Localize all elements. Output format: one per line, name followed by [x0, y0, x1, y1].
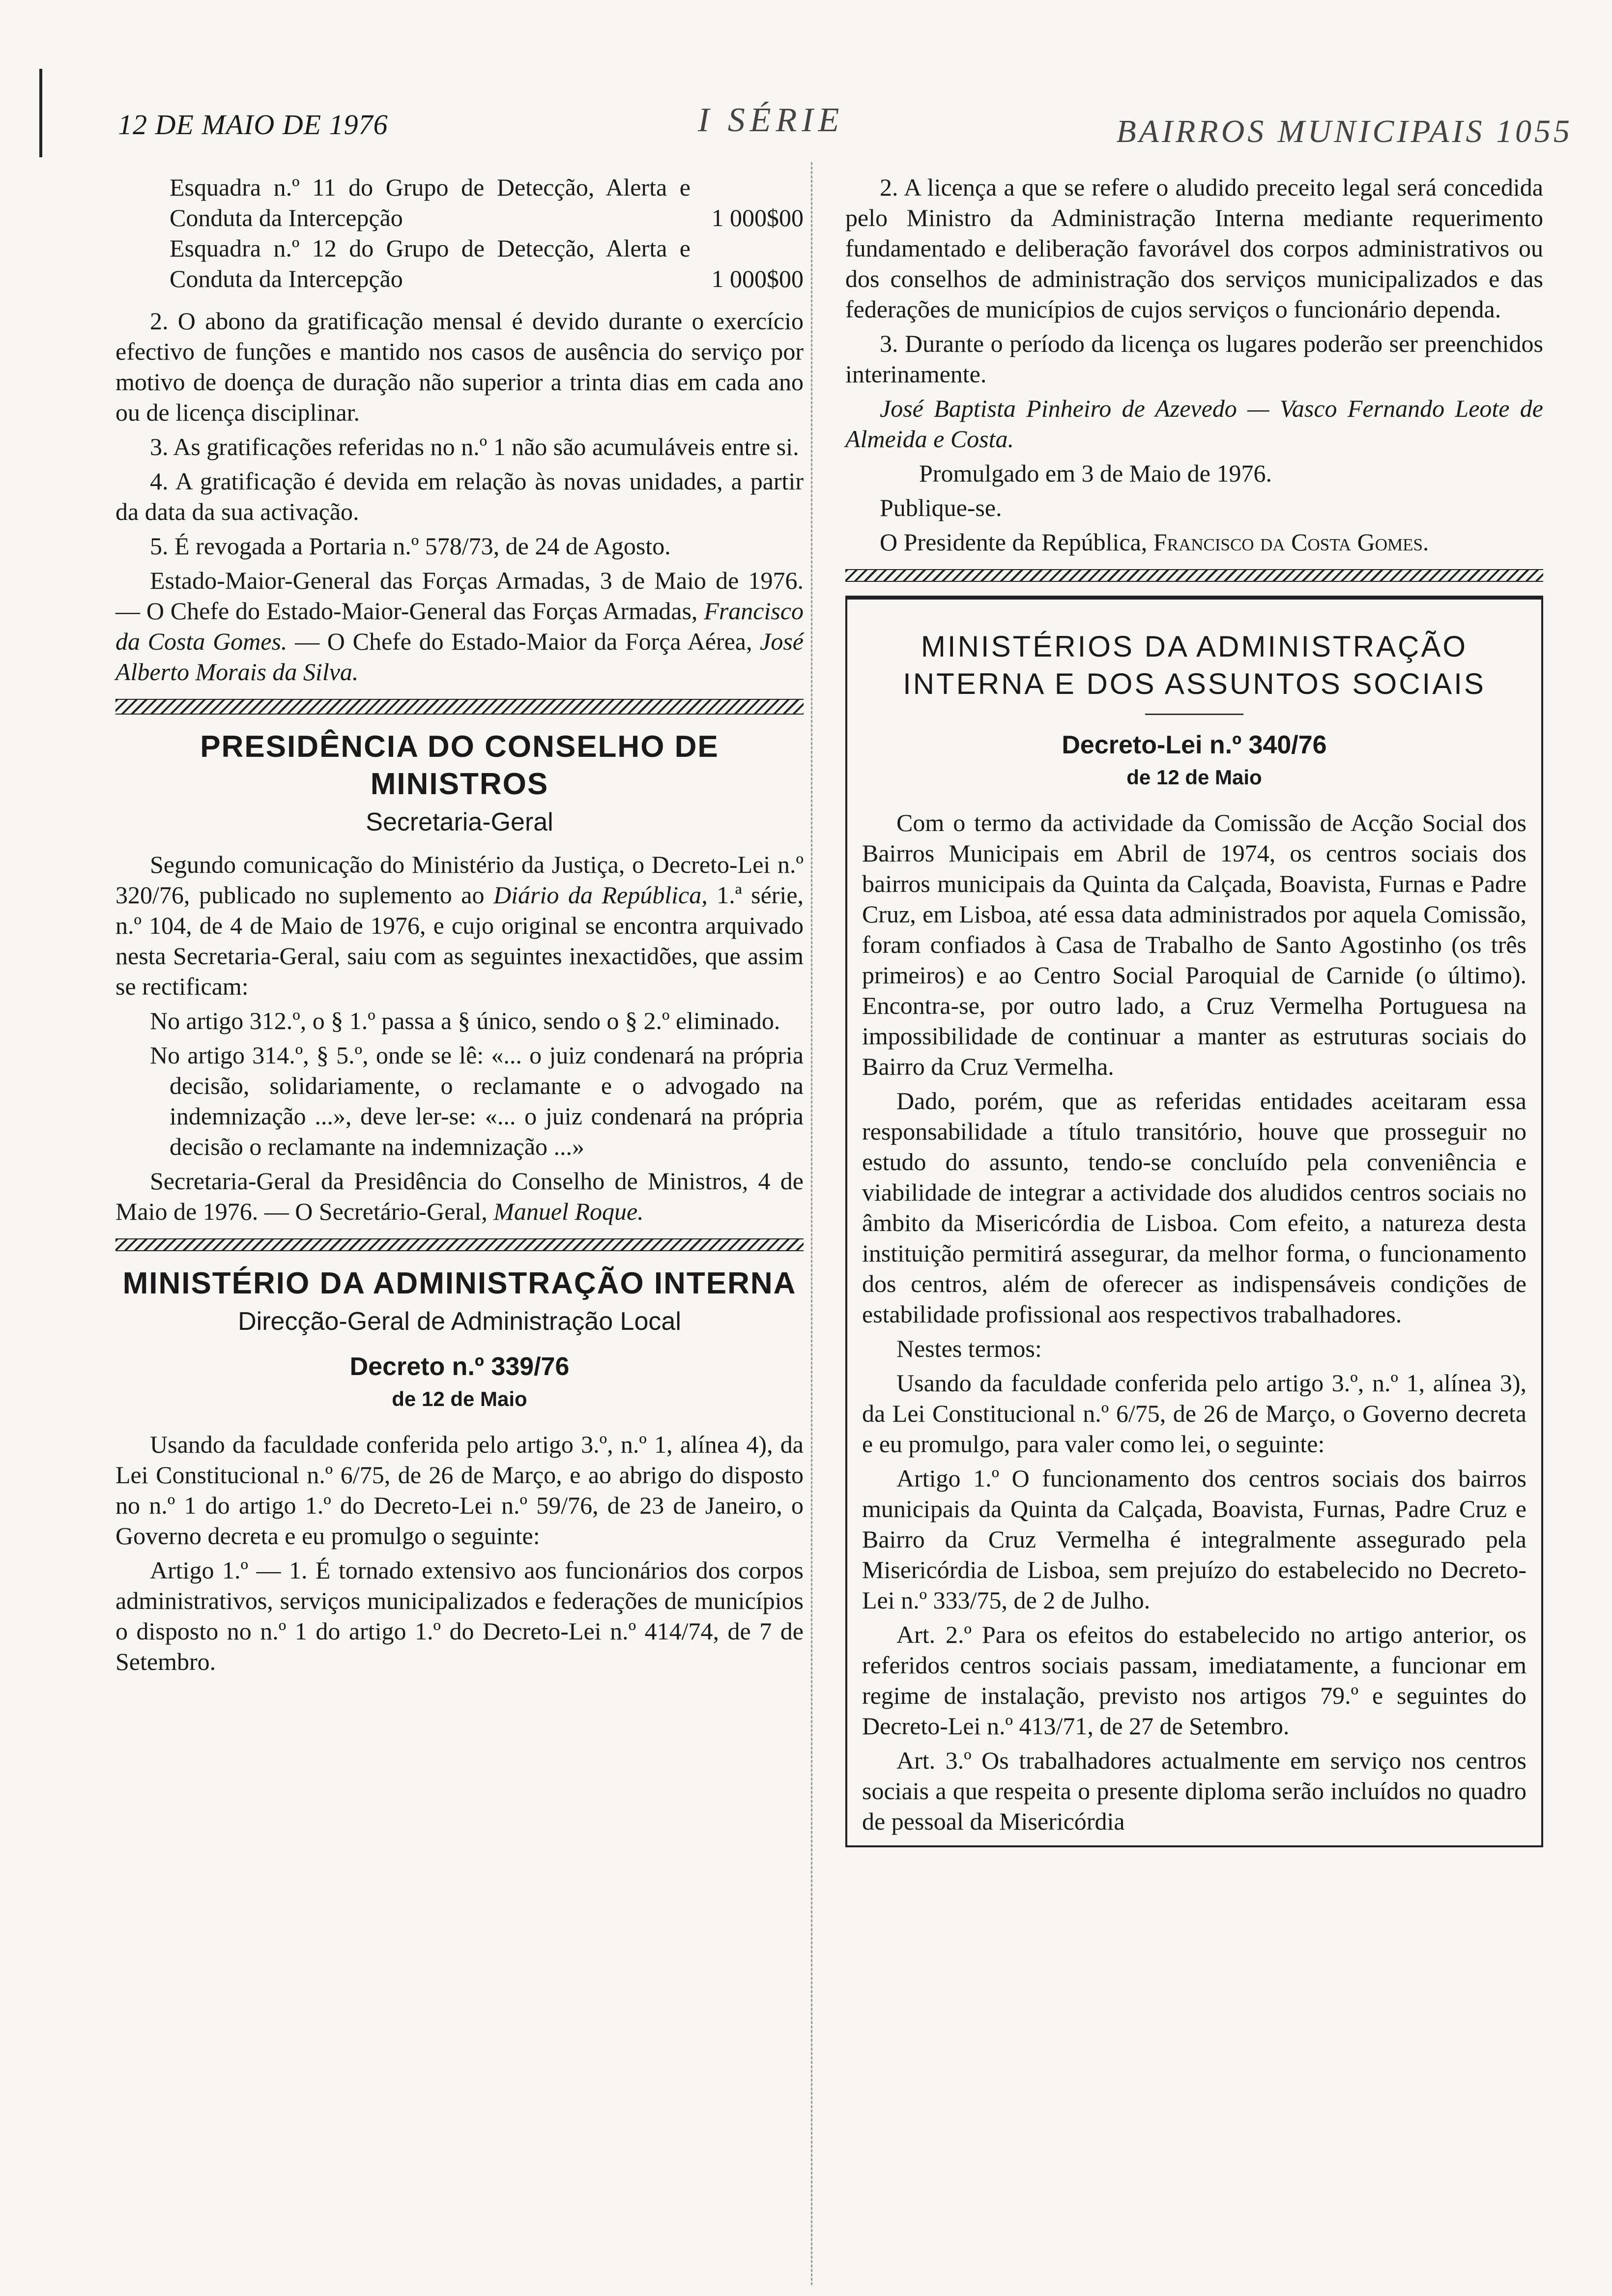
article: Artigo 1.º — 1. É tornado extensivo aos funcionários dos corpos administrativos, serviços municipalizados e federações de municípios o disposto no n.º 1 do artigo 1.º do Decreto-Lei n.º 414/74, de 7 de Setembro. — [115, 1556, 804, 1675]
paragraph: Dado, porém, que as referidas entidades aceitaram essa responsabilidade a título transitório, houve que prosseguir no estudo do assunto, tendo-se concluído pela conveniência e viabilidade de integrar a actividade dos aludidos centros sociais no âmbito da Misericórdia de Lisboa. Com efeito, a natureza desta instituição permitirá assegurar, da melhor forma, o funcionamento dos centros, além de oferecer as indispensáveis condições de estabilidade profissional aos respectivos trabalhadores. — [862, 1087, 1526, 1328]
rectification-item: No artigo 312.º, o § 1.º passa a § único, sendo o § 2.º eliminado. — [150, 1007, 780, 1034]
margin-mark — [39, 69, 49, 157]
rectification-item: No artigo 314.º, § 5.º, onde se lê: «... o juiz condenará na própria decisão, solidariamente, o reclamante e o advogado na indemnização ...», deve ler-se: «... o juiz condenará na própria decisão o reclamante na indemnização ...» — [150, 1041, 804, 1160]
table-row — [170, 233, 804, 294]
table-cell-unit: Esquadra n.º 12 do Grupo de Detecção, Alerta e Conduta da Intercepção — [170, 234, 691, 292]
paragraph-text: 1.ª série, n.º 104, de 4 de Maio de 1976, e cujo original se encontra arquivado nesta Secretaria-Geral, saiu com as seguintes inexactidões, que assim se rectificam: — [115, 881, 804, 1000]
paragraph: 2. A licença a que se refere o aludido preceito legal será concedida pelo Ministro da Administração Interna mediante requerimento fundamentado e deliberação favorável dos corpos administrativos ou dos conselhos de administração dos serviços municipalizados e das federações de municípios de cujos serviços o funcionário dependa. — [845, 173, 1543, 323]
handwritten-note: BAIRROS MUNICIPAIS 1055 — [1116, 114, 1573, 149]
closing-text: — O Chefe do Estado-Maior da Força Aérea, — [295, 628, 752, 655]
article: Art. 2.º Para os efeitos do estabelecido no artigo anterior, os referidos centros sociais passam, imediatamente, a funcionar em regime de instalação, previsto nos artigos 79.º e seguintes do Decreto-Lei n.º 413/71, de 27 de Setembro. — [862, 1621, 1526, 1740]
right-column — [845, 172, 1543, 1847]
table-row — [170, 172, 804, 233]
paragraph: 2. O abono da gratificação mensal é devido durante o exercício efectivo de funções e mantido nos casos de ausência do serviço por motivo de doença de duração não superior a trinta dias em cada ano ou de licença disciplinar. — [115, 307, 804, 426]
section-subheading: Secretaria-Geral — [366, 808, 553, 836]
article: Artigo 1.º O funcionamento dos centros sociais dos bairros municipais da Quinta da Calçada, Boavista, Furnas, Padre Cruz e Bairro da Cruz Vermelha é integralmente assegurado pela Misericórdia de Lisboa, sem prejuízo do estabelecido no Decreto-Lei n.º 333/75, de 2 de Julho. — [862, 1464, 1526, 1614]
ministry-heading: MINISTÉRIO DA ADMINISTRAÇÃO INTERNA — [122, 1266, 797, 1300]
paragraph: Usando da faculdade conferida pelo artigo 3.º, n.º 1, alínea 3), da Lei Constitucional n.º 6/75, de 26 de Março, o Governo decreta e eu promulgo, para valer como lei, o seguinte: — [862, 1369, 1526, 1458]
signatory-name: José Alberto Morais da Silva. — [115, 628, 804, 686]
column-divider — [811, 162, 812, 2285]
table-cell-value: 1 000$00 — [711, 265, 804, 292]
header-date: 12 DE MAIO DE 1976 — [118, 109, 388, 141]
paragraph: Com o termo da actividade da Comissão de Acção Social dos Bairros Municipais em Abril de 1974, os centros sociais dos bairros municipais da Quinta da Calçada, Boavista, Furnas e Padre Cruz, em Lisboa, até essa data administrados por aquela Comissão, foram confiados à Casa de Trabalho de Santo Agostinho (os três primeiros) e ao Centro Social Paroquial de Carnide (o último). Encontra-se, por outro lado, a Cruz Vermelha Portuguesa na impossibilidade de continuar a manter as estruturas sociais do Bairro da Cruz Vermelha. — [862, 809, 1526, 1080]
divider — [1145, 714, 1243, 715]
paragraph: 3. Durante o período da licença os lugares poderão ser preenchidos interinamente. — [845, 330, 1543, 388]
decree-date: de 12 de Maio — [1126, 766, 1262, 789]
signatories: José Baptista Pinheiro de Azevedo — Vasco Fernando Leote de Almeida e Costa. — [845, 395, 1543, 453]
president-signature — [845, 527, 1543, 557]
paragraph: Nestes termos: — [896, 1335, 1042, 1362]
ornamental-rule — [115, 699, 804, 715]
decree-title: Decreto-Lei n.º 340/76 — [1062, 731, 1327, 759]
promulgation: Promulgado em 3 de Maio de 1976. — [919, 459, 1272, 487]
paragraph: 3. As gratificações referidas no n.º 1 não são acumuláveis entre si. — [150, 433, 799, 460]
table-cell-unit: Esquadra n.º 11 do Grupo de Detecção, Alerta e Conduta da Intercepção — [170, 173, 691, 231]
closing-signature — [115, 1166, 804, 1227]
closing-text: O Presidente da República, — [880, 528, 1148, 556]
article: Art. 3.º Os trabalhadores actualmente em serviço nos centros sociais a que respeita o presente diploma serão incluídos no quadro de pessoal da Misericórdia — [862, 1747, 1526, 1835]
paragraph — [115, 849, 804, 1002]
paragraph-text: Segundo comunicação do Ministério da Justiça, o Decreto-Lei n.º 320/76, publicado no suplemento ao — [115, 851, 804, 909]
section-subheading: Direcção-Geral de Administração Local — [238, 1307, 681, 1336]
journal-name: Diário da República, — [493, 881, 708, 909]
ministry-heading: PRESIDÊNCIA DO CONSELHO DE MINISTROS — [200, 730, 719, 801]
ornamental-rule — [115, 1238, 804, 1251]
header-serie: I SÉRIE — [698, 101, 844, 139]
left-column — [115, 172, 804, 1681]
closing-signature — [115, 565, 804, 687]
decree-title: Decreto n.º 339/76 — [349, 1352, 570, 1381]
paragraph: 5. É revogada a Portaria n.º 578/73, de 24 de Agosto. — [150, 532, 671, 560]
paragraph: 4. A gratificação é devida em relação às novas unidades, a partir da data da sua activação. — [115, 467, 804, 525]
ornamental-rule — [845, 569, 1543, 582]
page-header — [118, 98, 1573, 157]
paragraph: Usando da faculdade conferida pelo artigo 3.º, n.º 1, alínea 4), da Lei Constitucional n.º 6/75, de 26 de Março, e ao abrigo do disposto no n.º 1 do artigo 1.º do Decreto-Lei n.º 59/76, de 23 de Janeiro, o Governo decreta e eu promulgo o seguinte: — [115, 1431, 804, 1550]
gratification-table — [115, 172, 804, 294]
signatory-name: Manuel Roque. — [493, 1198, 644, 1225]
table-cell-value: 1 000$00 — [711, 204, 804, 231]
ministry-heading: MINISTÉRIOS DA ADMINISTRAÇÃO INTERNA E DOS ASSUNTOS SOCIAIS — [903, 630, 1486, 700]
decree-box — [845, 596, 1543, 1847]
signatory-name: Francisco da Costa Gomes. — [1153, 528, 1429, 556]
closing-text: Estado-Maior-General das Forças Armadas, 3 de Maio de 1976. — O Chefe do Estado-Maior-General das Forças Armadas, — [115, 567, 804, 625]
closing-text: Secretaria-Geral da Presidência do Conselho de Ministros, 4 de Maio de 1976. — O Secretário-Geral, — [115, 1167, 804, 1225]
decree-date: de 12 de Maio — [392, 1387, 527, 1410]
publication-order: Publique-se. — [880, 494, 1002, 521]
signatory-name: Francisco da Costa Gomes. — [115, 597, 804, 655]
